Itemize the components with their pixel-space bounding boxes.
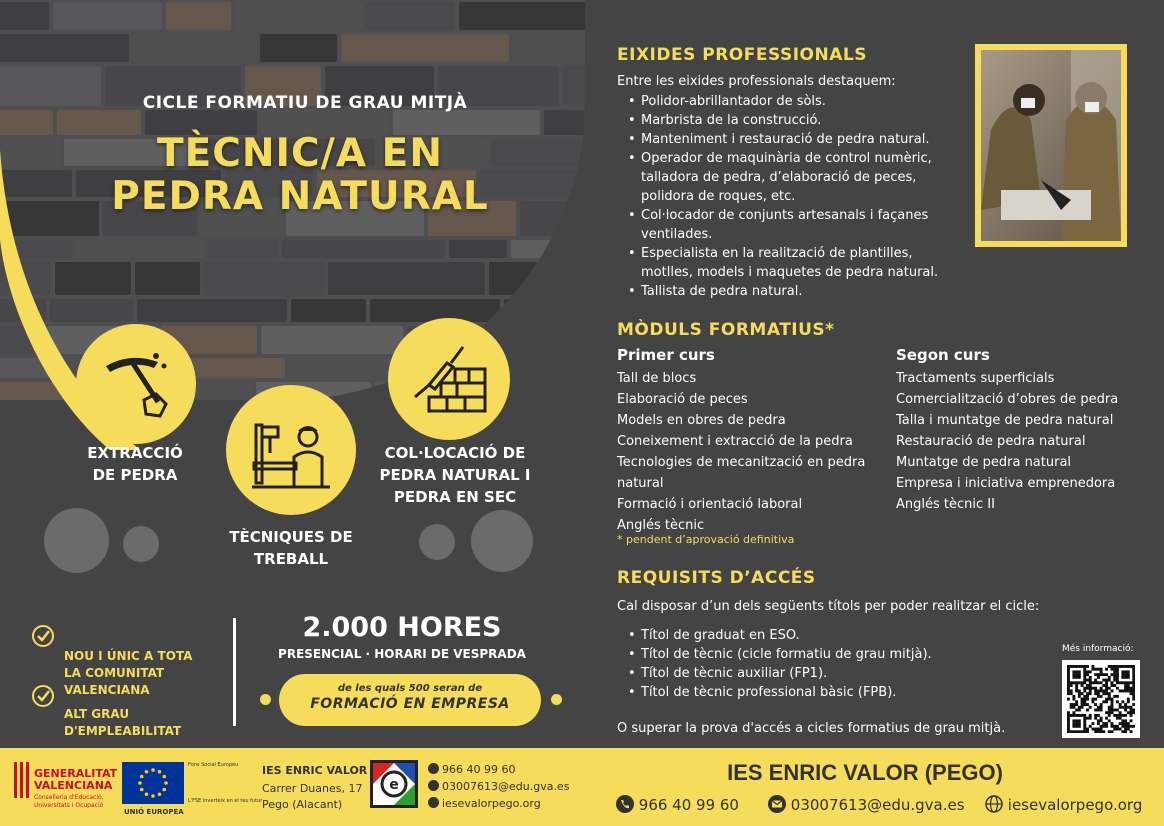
list-item: • Especialista en la realització de plantilles, motlles, models i maquetes de pedra natural. — [617, 244, 967, 282]
contact-web[interactable] — [985, 795, 1142, 814]
extraction-label-line2: DE PEDRA — [92, 466, 178, 484]
modules-note: * pendent d’aprovació definitiva — [617, 533, 795, 546]
globe-icon — [985, 795, 1003, 813]
internship-pill — [279, 674, 541, 726]
decor-dot — [551, 694, 562, 705]
hero-title-line2: PEDRA NATURAL — [111, 174, 489, 219]
first-year-title: Primer curs — [617, 346, 715, 364]
decor-circle — [471, 510, 533, 572]
list-item: Coneixement i extracció de la pedra — [617, 434, 853, 449]
generalitat-name — [34, 768, 117, 810]
highlight-unique-line1: NOU I ÚNIC A TOTA — [64, 649, 193, 663]
careers-list — [617, 92, 967, 301]
worker-machine-icon — [248, 407, 334, 493]
placement-label-line3: PEDRA EN SEC — [393, 488, 517, 506]
list-item: • Col·locador de conjunts artesanals i façanes ventilades. — [617, 206, 967, 244]
contact-email-small[interactable] — [428, 779, 569, 795]
techniques-label-line1: TÈCNIQUES DE — [229, 528, 353, 546]
internship-pill-big: FORMACIÓ EN EMPRESA — [310, 696, 510, 712]
contact-web-small[interactable] — [428, 796, 541, 812]
list-item: • Títol de tècnic (cicle formatiu de grau mitjà). — [617, 645, 1037, 664]
hero-subtitle: CICLE FORMATIU DE GRAU MITJÀ — [142, 93, 468, 113]
contact-phone-small-text: 966 40 99 60 — [442, 763, 516, 776]
footer — [0, 748, 1164, 826]
list-item: Comercialització d’obres de pedra — [896, 392, 1119, 407]
list-item: • Tallista de pedra natural. — [617, 282, 967, 301]
svg-text:e: e — [389, 777, 399, 793]
highlight-employability-line1: ALT GRAU — [64, 707, 130, 721]
school-big-title: IES ENRIC VALOR (PEGO) — [727, 760, 1003, 785]
extraction-label — [60, 442, 210, 486]
requirements-intro: Cal disposar d’un dels següents títols per poder realitzar el cicle: — [617, 599, 1040, 614]
check-circle-icon — [32, 685, 54, 707]
internship-pill-small: de les quals 500 seran de — [337, 683, 483, 694]
techniques-label-line2: TREBALL — [253, 550, 329, 568]
highlight-unique-line2: LA COMUNITAT — [64, 666, 165, 680]
list-item: Muntatge de pedra natural — [896, 455, 1072, 470]
generalitat-line2: VALENCIANA — [34, 779, 113, 792]
contact-phone-small[interactable] — [428, 762, 515, 778]
contact-phone-text: 966 40 99 60 — [638, 796, 739, 814]
globe-icon — [428, 797, 439, 808]
generalitat-sub2: Universitats i Ocupació — [34, 802, 104, 809]
placement-label-line2: PEDRA NATURAL I — [379, 466, 531, 484]
school-name: IES ENRIC VALOR — [262, 764, 368, 777]
decor-dot — [260, 694, 271, 705]
decor-circle — [44, 508, 109, 573]
school-address-line1: Carrer Duanes, 17 — [262, 782, 363, 795]
list-item: Tall de blocs — [617, 371, 697, 386]
divider — [233, 618, 236, 726]
list-item: Talla i muntatge de pedra natural — [896, 413, 1114, 428]
careers-heading: EIXIDES PROFESSIONALS — [617, 45, 867, 65]
techniques-label — [210, 526, 372, 570]
qr-code-image — [1067, 665, 1135, 733]
contact-phone[interactable] — [616, 795, 739, 814]
more-info-label: Més informació: — [1062, 644, 1134, 654]
extraction-label-line1: EXTRACCIÓ — [87, 444, 183, 462]
school-logo-icon — [370, 760, 418, 808]
generalitat-line1: GENERALITAT — [34, 767, 118, 780]
list-item: Models en obres de pedra — [617, 413, 786, 428]
pickaxe-icon — [96, 344, 176, 424]
eu-sub: L'FSE inverteix en el teu futur — [188, 798, 263, 804]
list-item: • Títol de tècnic professional bàsic (FPB). — [617, 683, 1037, 702]
eu-small: Fons Social Europeu — [188, 762, 239, 768]
contact-email-small-text: 03007613@edu.gva.es — [442, 780, 570, 793]
requirements-outro: O superar la prova d'accés a cicles formatius de grau mitjà. — [617, 721, 1006, 736]
list-item: • Títol de graduat en ESO. — [617, 626, 1037, 645]
contact-web-small-text: iesevalorpego.org — [442, 797, 541, 810]
list-item: • Polidor-abrillantador de sòls. — [617, 92, 967, 111]
phone-icon — [428, 763, 439, 774]
placement-circle — [388, 318, 510, 440]
placement-label — [372, 442, 538, 508]
qr-code[interactable] — [1062, 660, 1140, 738]
contact-email[interactable] — [768, 795, 965, 814]
workers-photo — [981, 50, 1121, 241]
list-item: • Marbrista de la construcció. — [617, 111, 967, 130]
second-year-list — [896, 368, 1156, 515]
generalitat-logo-icon — [12, 760, 32, 800]
phone-icon — [616, 795, 634, 813]
placement-label-line1: COL·LOCACIÓ DE — [384, 444, 526, 462]
list-item: Restauració de pedra natural — [896, 434, 1086, 449]
highlight-employability — [32, 680, 222, 740]
generalitat-sub1: Conselleria d'Educació, — [34, 794, 104, 801]
decor-circle — [419, 524, 455, 560]
brick-wall-icon — [407, 337, 491, 421]
list-item: natural — [617, 476, 664, 491]
email-icon — [428, 780, 439, 791]
workers-photo-frame — [975, 44, 1127, 247]
list-item: • Títol de tècnic auxiliar (FP1). — [617, 664, 1037, 683]
hero-title-line1: TÈCNIC/A EN — [157, 131, 443, 176]
list-item: • Operador de maquinària de control numèric, talladora de pedra, d’elaboració de peces, polidora de roques, etc. — [617, 149, 967, 206]
list-item: Anglés tècnic II — [896, 497, 995, 512]
hours-total: 2.000 HORES — [302, 612, 502, 643]
second-year-title: Segon curs — [896, 346, 990, 364]
requirements-list — [617, 626, 1037, 702]
techniques-circle — [226, 385, 356, 515]
list-item: Formació i orientació laboral — [617, 497, 803, 512]
highlight-employability-line2: D'EMPLEABILITAT — [64, 724, 182, 738]
extraction-circle — [76, 324, 196, 444]
hero-title — [60, 132, 540, 218]
list-item: Empresa i iniciativa emprenedora — [896, 476, 1116, 491]
eu-flag-icon — [122, 762, 184, 804]
highlight-unique-line3: VALENCIANA — [64, 683, 150, 697]
contact-web-text: iesevalorpego.org — [1007, 796, 1143, 814]
contact-email-text: 03007613@edu.gva.es — [790, 796, 965, 814]
email-icon — [768, 795, 786, 813]
requirements-heading: REQUISITS D’ACCÉS — [617, 568, 816, 588]
list-item: Anglés tècnic — [617, 518, 705, 533]
check-circle-icon — [32, 625, 54, 647]
careers-intro: Entre les eixides professionals destaquem: — [617, 74, 896, 89]
decor-circle — [123, 526, 159, 562]
first-year-list — [617, 368, 887, 536]
school-address-line2: Pego (Alacant) — [262, 798, 343, 811]
eu-label: UNIÓ EUROPEA — [124, 808, 184, 816]
modules-heading: MÒDULS FORMATIUS* — [617, 320, 835, 340]
hours-mode: PRESENCIAL · HORARI DE VESPRADA — [278, 647, 526, 661]
list-item: Tecnologies de mecanització en pedra — [617, 455, 866, 470]
list-item: Tractaments superficials — [896, 371, 1055, 386]
list-item: • Manteniment i restauració de pedra natural. — [617, 130, 967, 149]
list-item: Elaboració de peces — [617, 392, 748, 407]
